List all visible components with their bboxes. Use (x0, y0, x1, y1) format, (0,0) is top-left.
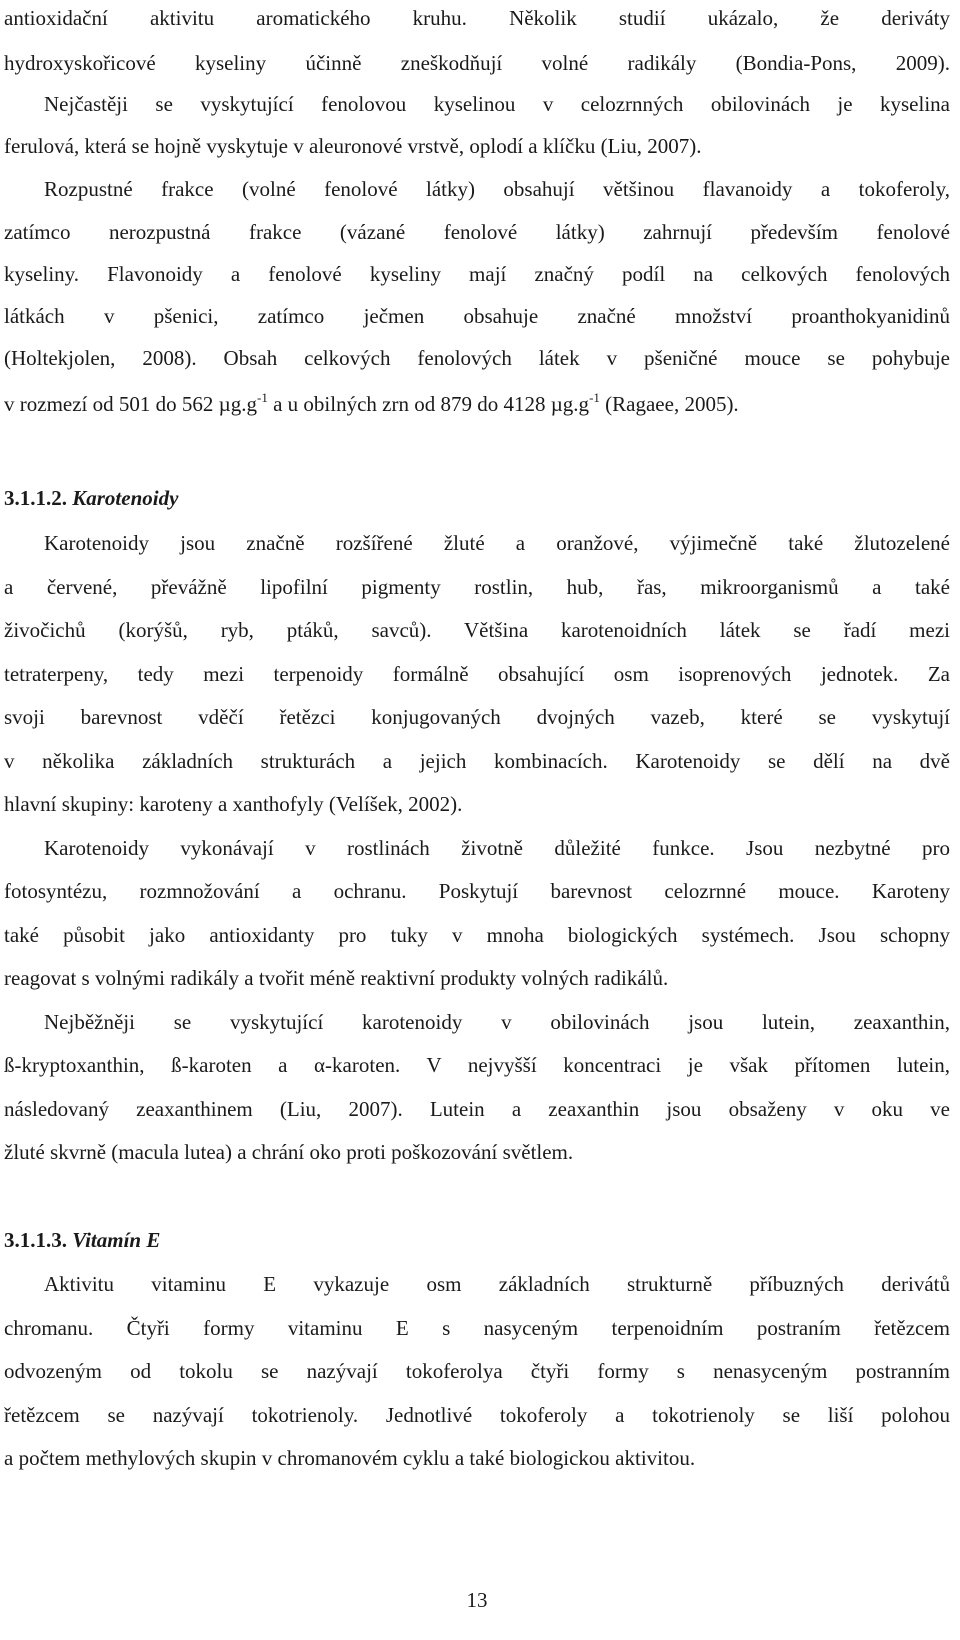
text-line: Karotenoidy vykonávají v rostlinách životně důležité funkce. Jsou nezbytné pro (44, 836, 950, 860)
text-line: řetězcem se nazývají tokotrienoly. Jednotlivé tokoferoly a tokotrienoly se liší polohou (4, 1403, 950, 1427)
section-heading-vitamin-e (4, 1225, 160, 1255)
text-line: svoji barevnost vděčí řetězci konjugovaných dvojných vazeb, které se vyskytují (4, 705, 950, 729)
text-line: reagovat s volnými radikály a tvořit méně reaktivní produkty volných radikálů. (4, 966, 669, 990)
text-line: ferulová, která se hojně vyskytuje v aleuronové vrstvě, oplodí a klíčku (Liu, 2007). (4, 134, 702, 158)
text-line: odvozeným od tokolu se nazývají tokoferolya čtyři formy s nenasyceným postranním (4, 1359, 950, 1383)
text-line: žluté skvrně (macula lutea) a chrání oko proti poškozování světlem. (4, 1140, 574, 1164)
section-title: Vitamín E (72, 1228, 161, 1252)
text-line: živočichů (korýšů, ryb, ptáků, savců). Většina karotenoidních látek se řadí mezi (4, 618, 950, 642)
text-line: látkách v pšenici, zatímco ječmen obsahuje značné množství proanthokyanidinů (4, 304, 950, 328)
text-line: Nejčastěji se vyskytující fenolovou kyselinou v celozrnných obilovinách je kyselina (44, 92, 950, 116)
section-number: 3.1.1.2. (4, 486, 67, 510)
text-line: hydroxyskořicové kyseliny účinně zneškodňují volné radikály (Bondia-Pons, 2009). (4, 51, 950, 75)
text-line: antioxidační aktivitu aromatického kruhu. Několik studií ukázalo, že deriváty (4, 6, 950, 30)
text-line: hlavní skupiny: karoteny a xanthofyly (Velíšek, 2002). (4, 792, 463, 816)
text-line: následovaný zeaxanthinem (Liu, 2007). Lutein a zeaxanthin jsou obsaženy v oku ve (4, 1097, 950, 1121)
text-line: v několika základních strukturách a jejich kombinacích. Karotenoidy se dělí na dvě (4, 749, 950, 773)
superscript: -1 (589, 390, 600, 405)
section-title: Karotenoidy (72, 486, 179, 510)
text-line: Aktivitu vitaminu E vykazuje osm základních strukturně příbuzných derivátů (44, 1272, 950, 1296)
text-fragment: a u obilných zrn od 879 do 4128 µg.g (267, 392, 590, 416)
text-line: a červené, převážně lipofilní pigmenty rostlin, hub, řas, mikroorganismů a také (4, 575, 950, 599)
text-line: také působit jako antioxidanty pro tuky v mnoha biologických systémech. Jsou schopny (4, 923, 950, 947)
text-fragment: v rozmezí od 501 do 562 µg.g (4, 392, 257, 416)
text-line: tetraterpeny, tedy mezi terpenoidy formálně obsahující osm isoprenových jednotek. Za (4, 662, 950, 686)
text-line: Karotenoidy jsou značně rozšířené žluté a oranžové, výjimečně také žlutozelené (44, 531, 950, 555)
section-number: 3.1.1.3. (4, 1228, 67, 1252)
text-line-with-superscripts (4, 389, 950, 419)
text-line: Rozpustné frakce (volné fenolové látky) obsahují většinou flavanoidy a tokoferoly, (44, 177, 950, 201)
text-fragment: (Ragaee, 2005). (599, 392, 739, 416)
text-line: chromanu. Čtyři formy vitaminu E s nasyceným terpenoidním postraním řetězcem (4, 1316, 950, 1340)
text-line: ß-kryptoxanthin, ß-karoten a α-karoten. V nejvyšší koncentraci je však přítomen lutein, (4, 1053, 950, 1077)
page-number: 13 (466, 1588, 488, 1612)
text-line: Nejběžněji se vyskytující karotenoidy v obilovinách jsou lutein, zeaxanthin, (44, 1010, 950, 1034)
text-line: kyseliny. Flavonoidy a fenolové kyseliny mají značný podíl na celkových fenolových (4, 262, 950, 286)
superscript: -1 (256, 390, 268, 405)
text-line: (Holtekjolen, 2008). Obsah celkových fenolových látek v pšeničné mouce se pohybuje (4, 346, 950, 370)
text-line: fotosyntézu, rozmnožování a ochranu. Poskytují barevnost celozrnné mouce. Karoteny (4, 879, 950, 903)
section-heading-karotenoidy (4, 483, 178, 513)
text-line: a počtem methylových skupin v chromanovém cyklu a také biologickou aktivitou. (4, 1446, 696, 1470)
text-line: zatímco nerozpustná frakce (vázané fenolové látky) zahrnují především fenolové (4, 220, 950, 244)
